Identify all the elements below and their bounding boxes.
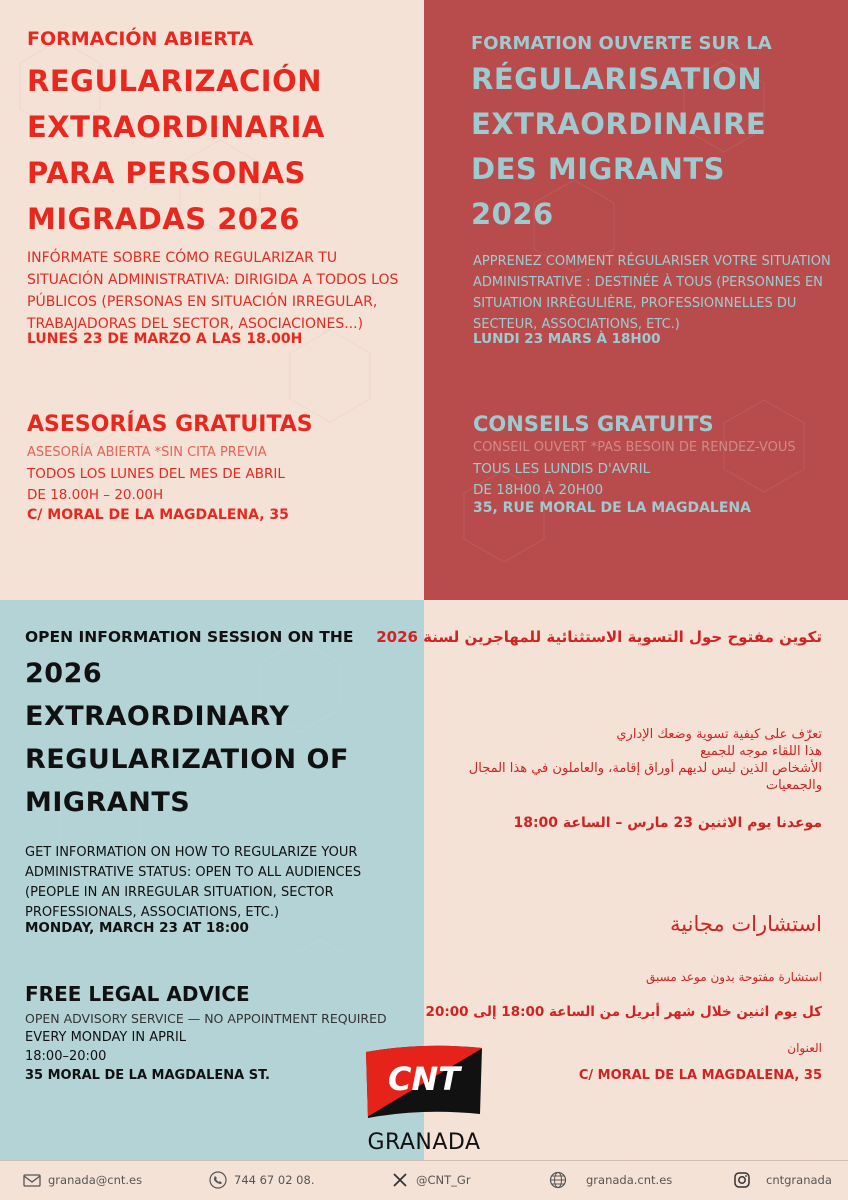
fr-body-line: ADMINISTRATIVE : DESTINÉE À TOUS (PERSONNES EN [473,275,823,290]
es-body-line: TRABAJADORAS DEL SECTOR, ASOCIACIONES...) [27,316,364,332]
fr-title-line: EXTRAORDINAIRE [471,107,767,141]
fr-advice-hours: DE 18H00 À 20H00 [473,482,604,498]
ar-advice-title: استشارات مجانية [670,912,822,936]
en-advice-subtitle: OPEN ADVISORY SERVICE — NO APPOINTMENT REQUIRED [25,1011,387,1026]
fr-date: LUNDI 23 MARS À 18H00 [473,331,661,347]
footer-instagram[interactable] [732,1162,832,1198]
phone-icon [208,1170,228,1190]
fr-title-line: RÉGULARISATION [471,62,763,96]
ar-body-line: الأشخاص الذين ليس لديهم أوراق إقامة، والعاملون في هذا المجال [468,761,822,776]
fr-body-line: SECTEUR, ASSOCIATIONS, ETC.) [473,317,680,332]
es-advice-subtitle: ASESORÍA ABIERTA *SIN CITA PREVIA [27,445,267,460]
en-title-line: MIGRANTS [25,787,191,818]
ar-body-line: تعرّف على كيفية تسوية وضعك الإداري [616,727,822,742]
es-title-line: REGULARIZACIÓN [27,64,323,98]
es-advice-title: ASESORÍAS GRATUITAS [27,412,313,437]
es-advice-days: TODOS LOS LUNES DEL MES DE ABRIL [27,466,285,482]
en-advice-title: FREE LEGAL ADVICE [25,982,250,1006]
fr-advice-subtitle: CONSEIL OUVERT *PAS BESOIN DE RENDEZ-VOUS [473,440,796,455]
ar-date: موعدنا يوم الاثنين 23 مارس – الساعة 18:00 [513,815,822,831]
ar-body-line: والجمعيات [765,778,822,793]
en-title-line: EXTRAORDINARY [25,701,290,732]
footer-website[interactable] [548,1162,672,1198]
en-title-line: REGULARIZATION OF [25,744,349,775]
en-kicker: OPEN INFORMATION SESSION ON THE [25,628,354,646]
es-title-line: MIGRADAS 2026 [27,202,300,236]
fr-address: 35, RUE MORAL DE LA MAGDALENA [473,500,751,516]
footer-x[interactable] [390,1162,471,1198]
footer-phone[interactable] [208,1162,314,1198]
es-title-line: EXTRAORDINARIA [27,110,325,144]
es-title [27,58,325,242]
mail-icon [22,1170,42,1190]
en-body-line: (PEOPLE IN AN IRREGULAR SITUATION, SECTOR [25,885,334,900]
en-title-line: 2026 [25,658,103,689]
ar-advice-hours: كل يوم اثنين خلال شهر أبريل من الساعة 18:00 إلى 20:00 [425,1004,822,1020]
logo-name: CNT [387,1060,461,1098]
en-body-line: GET INFORMATION ON HOW TO REGULARIZE YOUR [25,845,358,860]
cnt-logo [362,1040,492,1160]
footer-website-text: granada.cnt.es [586,1173,673,1187]
ar-body [469,726,822,794]
es-title-line: PARA PERSONAS [27,156,306,190]
footer-phone-text: 744 67 02 08. [234,1173,315,1187]
fr-title-line: 2026 [471,197,554,231]
en-advice-hours: 18:00–20:00 [25,1049,107,1064]
ar-address-label: العنوان [787,1041,822,1055]
fr-body-line: APPRENEZ COMMENT RÉGULARISER VOTRE SITUATION [473,254,831,269]
globe-icon [548,1170,568,1190]
en-body-line: PROFESSIONALS, ASSOCIATIONS, ETC.) [25,905,280,920]
fr-body [473,251,831,335]
es-body-line: SITUACIÓN ADMINISTRATIVA: DIRIGIDA A TODOS LOS [27,272,399,288]
en-date: MONDAY, MARCH 23 AT 18:00 [25,920,249,936]
instagram-icon [732,1170,752,1190]
fr-advice-title: CONSEILS GRATUITS [473,412,714,436]
fr-title [471,57,766,237]
en-body-line: ADMINISTRATIVE STATUS: OPEN TO ALL AUDIENCES [25,865,362,880]
es-body-line: INFÓRMATE SOBRE CÓMO REGULARIZAR TU [27,250,338,266]
en-body [25,843,361,923]
ar-title: تكوين مفتوح حول التسوية الاستثنائية للمهاجرين لسنة 2026 [376,628,822,646]
es-date: LUNES 23 DE MARZO A LAS 18.00H [27,331,303,347]
es-advice-hours: DE 18.00H – 20.00H [27,487,164,503]
footer-email[interactable] [22,1162,142,1198]
ar-body-line: هذا اللقاء موجه للجميع [700,744,822,759]
en-address: 35 MORAL DE LA MAGDALENA ST. [25,1068,270,1083]
fr-body-line: SITUATION IRRÈGULIÈRE, PROFESSIONNELLES DU [473,296,797,311]
fr-title-line: DES MIGRANTS [471,152,726,186]
en-title [25,652,349,824]
ar-advice-subtitle: استشارة مفتوحة بدون موعد مسبق [646,970,822,984]
footer-instagram-text: cntgranada [766,1173,832,1187]
ar-address: C/ MORAL DE LA MAGDALENA, 35 [578,1068,822,1083]
es-body [27,247,398,335]
es-address: C/ MORAL DE LA MAGDALENA, 35 [27,507,289,523]
x-logo-icon [390,1170,410,1190]
fr-advice-days: TOUS LES LUNDIS D'AVRIL [473,461,651,477]
en-advice-days: EVERY MONDAY IN APRIL [25,1030,187,1045]
footer-email-text: granada@cnt.es [48,1173,143,1187]
footer-x-text: @CNT_Gr [416,1173,471,1187]
logo-city: GRANADA [367,1130,481,1155]
es-kicker: FORMACIÓN ABIERTA [27,28,254,50]
es-body-line: PÚBLICOS (PERSONAS EN SITUACIÓN IRREGULAR, [27,294,378,310]
fr-kicker: FORMATION OUVERTE SUR LA [471,33,772,54]
